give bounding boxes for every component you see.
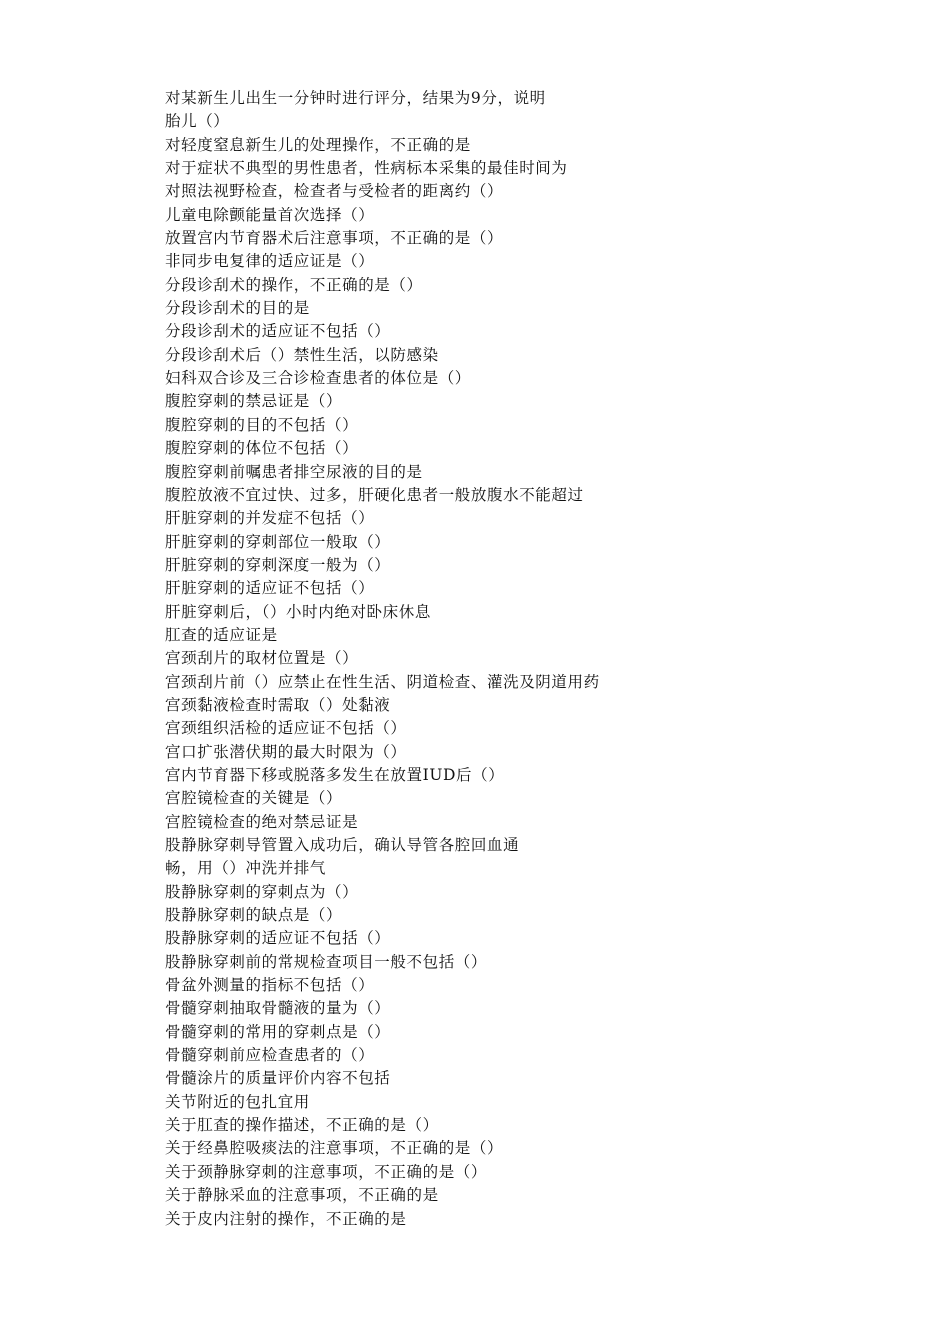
text-line: 宫腔镜检查的绝对禁忌证是: [165, 812, 359, 831]
text-line: 腹腔穿刺的目的不包括（）: [165, 415, 359, 434]
text-line: 宫内节育器下移或脱落多发生在放置IUD后（）: [165, 765, 505, 784]
text-line: 关于经鼻腔吸痰法的注意事项，不正确的是（）: [165, 1139, 504, 1158]
text-line: 分段诊刮术的目的是: [165, 299, 310, 318]
text-line: 骨髓涂片的质量评价内容不包括: [165, 1069, 391, 1088]
text-line: 关于静脉采血的注意事项，不正确的是: [165, 1186, 439, 1205]
text-line: 肛查的适应证是: [165, 625, 278, 644]
text-line: 分段诊刮术的操作，不正确的是（）: [165, 275, 423, 294]
text-line: 妇科双合诊及三合诊检查患者的体位是（）: [165, 369, 471, 388]
text-line: 儿童电除颤能量首次选择（）: [165, 205, 375, 224]
text-line: 对某新生儿出生一分钟时进行评分，结果为9分，说明: [165, 89, 546, 107]
text-line: 骨髓穿刺前应检查患者的（）: [165, 1046, 375, 1065]
text-line: 股静脉穿刺导管置入成功后，确认导管各腔回血通: [165, 836, 520, 854]
document-body: [165, 87, 865, 1231]
text-line: 骨髓穿刺的常用的穿刺点是（）: [165, 1022, 391, 1041]
text-line: 股静脉穿刺前的常规检查项目一般不包括（）: [165, 952, 488, 971]
text-line: 放置宫内节育器术后注意事项，不正确的是（）: [165, 229, 504, 248]
text-line: 肝脏穿刺的穿刺部位一般取（）: [165, 532, 391, 551]
text-line: 宫腔镜检查的关键是（）: [165, 789, 343, 808]
text-line: 关于肛查的操作描述，不正确的是（）: [165, 1116, 439, 1135]
text-line: 畅，用（）冲洗并排气: [165, 859, 327, 878]
text-line: 腹腔放液不宜过快、过多，肝硬化患者一般放腹水不能超过: [165, 485, 584, 504]
text-line: 关于皮内注射的操作，不正确的是: [165, 1209, 407, 1228]
text-line: 宫颈刮片的取材位置是（）: [165, 649, 359, 668]
text-line: 非同步电复律的适应证是（）: [165, 252, 375, 271]
text-line: 胎儿（）: [165, 112, 230, 131]
text-line: 腹腔穿刺前嘱患者排空尿液的目的是: [165, 462, 423, 481]
text-line: 关于颈静脉穿刺的注意事项，不正确的是（）: [165, 1162, 488, 1181]
text-line: 分段诊刮术后（）禁性生活，以防感染: [165, 345, 439, 364]
text-line: 分段诊刮术的适应证不包括（）: [165, 322, 391, 341]
text-line: 宫颈刮片前（）应禁止在性生活、阴道检查、灌洗及阴道用药: [165, 672, 600, 691]
text-line: 骨盆外测量的指标不包括（）: [165, 976, 375, 995]
text-line: 肝脏穿刺的穿刺深度一般为（）: [165, 555, 391, 574]
text-line: 关节附近的包扎宜用: [165, 1092, 310, 1111]
text-line: 股静脉穿刺的缺点是（）: [165, 906, 343, 925]
text-line: 对于症状不典型的男性患者，性病标本采集的最佳时间为: [165, 159, 568, 178]
text-line: 腹腔穿刺的禁忌证是（）: [165, 392, 343, 411]
text-line: 骨髓穿刺抽取骨髓液的量为（）: [165, 999, 391, 1018]
text-line: 对照法视野检查，检查者与受检者的距离约（）: [165, 182, 504, 201]
text-line: 腹腔穿刺的体位不包括（）: [165, 439, 359, 458]
text-line: 宫颈黏液检查时需取（）处黏液: [165, 695, 391, 714]
text-line: 宫口扩张潜伏期的最大时限为（）: [165, 742, 407, 761]
text-line: 股静脉穿刺的适应证不包括（）: [165, 929, 391, 948]
text-line: 肝脏穿刺的适应证不包括（）: [165, 579, 375, 598]
text-line: 肝脏穿刺后，（）小时内绝对卧床休息: [165, 602, 431, 621]
text-line: 对轻度窒息新生儿的处理操作，不正确的是: [165, 135, 471, 154]
text-line: 股静脉穿刺的穿刺点为（）: [165, 882, 359, 901]
text-line: 肝脏穿刺的并发症不包括（）: [165, 509, 375, 528]
text-line: 宫颈组织活检的适应证不包括（）: [165, 719, 407, 738]
